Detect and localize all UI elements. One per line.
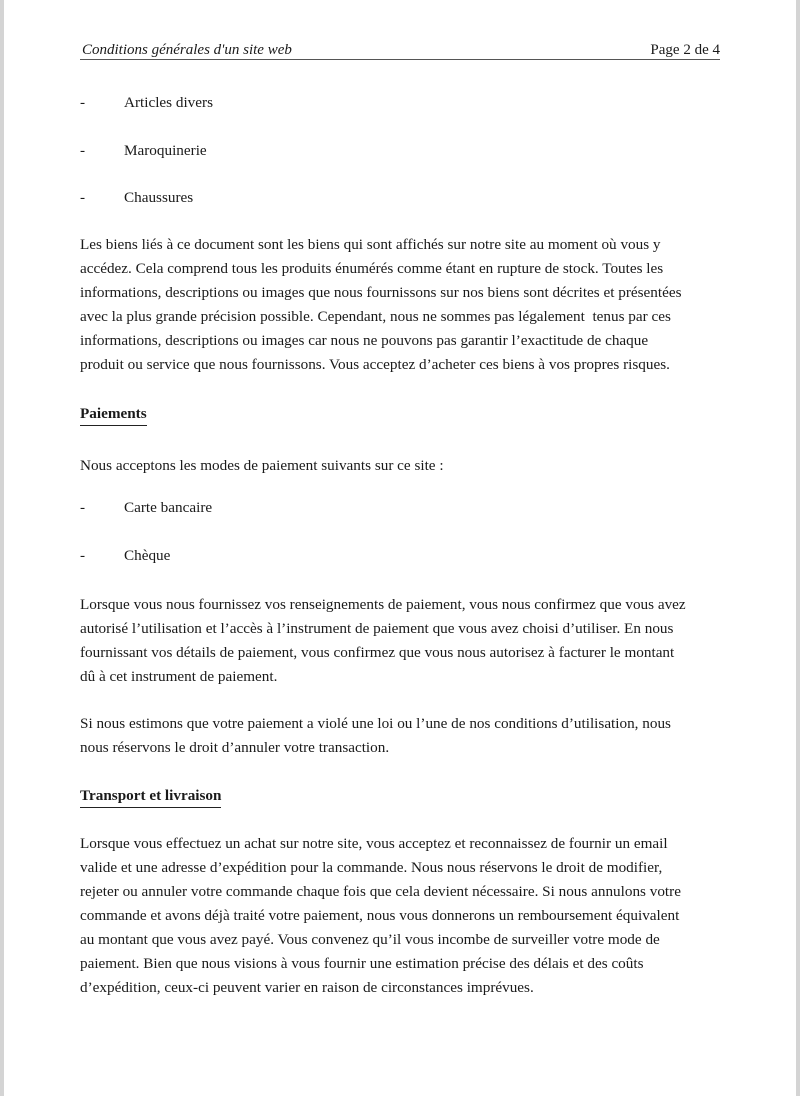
bullet-dash: - xyxy=(80,499,86,516)
goods-paragraph xyxy=(80,233,720,377)
paragraph-line: Lorsque vous nous fournissez vos renseignements de paiement, vous nous confirmez que vous avez xyxy=(80,596,686,613)
paragraph-line: Lorsque vous effectuez un achat sur notre site, vous acceptez et reconnaissez de fournir un email xyxy=(80,835,668,852)
paragraph-line: au montant que vous avez payé. Vous convenez qu’il vous incombe de surveiller votre mode de xyxy=(80,931,660,948)
paragraph-line: commande et avons déjà traité votre paiement, nous vous donnerons un remboursement équivalent xyxy=(80,907,680,924)
paragraph-line: Si nous estimons que votre paiement a violé une loi ou l’une de nos conditions d’utilisation, nous xyxy=(80,715,671,732)
paragraph-line: autorisé l’utilisation et l’accès à l’instrument de paiement que vous avez choisi d’utiliser. En nous xyxy=(80,620,674,637)
paragraph-line: nous réservons le droit d’annuler votre transaction. xyxy=(80,739,390,756)
page-indicator: Page 2 de 4 xyxy=(650,42,720,58)
paragraph-line: valide et une adresse d’expédition pour la commande. Nous nous réservons le droit de modifier, xyxy=(80,859,663,876)
section-heading-shipping: Transport et livraison xyxy=(80,786,221,808)
list-item-label: Chaussures xyxy=(124,189,194,206)
paragraph-line: Nous acceptons les modes de paiement suivants sur ce site : xyxy=(80,457,444,474)
paragraph-line: informations, descriptions ou images que nous fournissons sur nos biens sont décrites et présentées xyxy=(80,284,682,301)
paragraph-line: Les biens liés à ce document sont les biens qui sont affichés sur notre site au moment où vous y xyxy=(80,236,661,253)
section-heading-payments: Paiements xyxy=(80,404,147,426)
list-item-label: Chèque xyxy=(124,547,171,564)
bullet-dash: - xyxy=(80,189,86,206)
payments-paragraph-1 xyxy=(80,593,720,689)
page-edge-left xyxy=(0,0,4,1096)
paragraph-line: dû à cet instrument de paiement. xyxy=(80,668,278,685)
page-edge-right xyxy=(796,0,800,1096)
list-item-label: Maroquinerie xyxy=(124,142,207,159)
payments-intro xyxy=(80,454,720,478)
bullet-dash: - xyxy=(80,142,86,159)
paragraph-line: informations, descriptions ou images car nous ne pouvons pas garantir l’exactitude de chaque xyxy=(80,332,649,349)
paragraph-line: rejeter ou annuler votre commande chaque fois que cela devient nécessaire. Si nous annulons votre xyxy=(80,883,681,900)
shipping-paragraph xyxy=(80,832,720,1000)
paragraph-line: accédez. Cela comprend tous les produits énumérés comme étant en rupture de stock. Toutes les xyxy=(80,260,664,277)
payments-paragraph-2 xyxy=(80,712,720,760)
bullet-dash: - xyxy=(80,94,86,111)
paragraph-line: paiement. Bien que nous visions à vous fournir une estimation précise des délais et des coûts xyxy=(80,955,644,972)
list-item-label: Articles divers xyxy=(124,94,213,111)
paragraph-line: produit ou service que nous fournissons. Vous acceptez d’acheter ces biens à vos propres risques. xyxy=(80,356,670,373)
paragraph-line: avec la plus grande précision possible. Cependant, nous ne sommes pas légalement tenus par ces xyxy=(80,308,671,325)
paragraph-line: fournissant vos détails de paiement, vous confirmez que vous nous autorisez à facturer le montant xyxy=(80,644,675,661)
page-header xyxy=(80,42,720,60)
paragraph-line: d’expédition, ceux-ci peuvent varier en raison de circonstances imprévues. xyxy=(80,979,534,996)
bullet-dash: - xyxy=(80,547,86,564)
document-title: Conditions générales d'un site web xyxy=(82,42,292,58)
list-item-label: Carte bancaire xyxy=(124,499,213,516)
